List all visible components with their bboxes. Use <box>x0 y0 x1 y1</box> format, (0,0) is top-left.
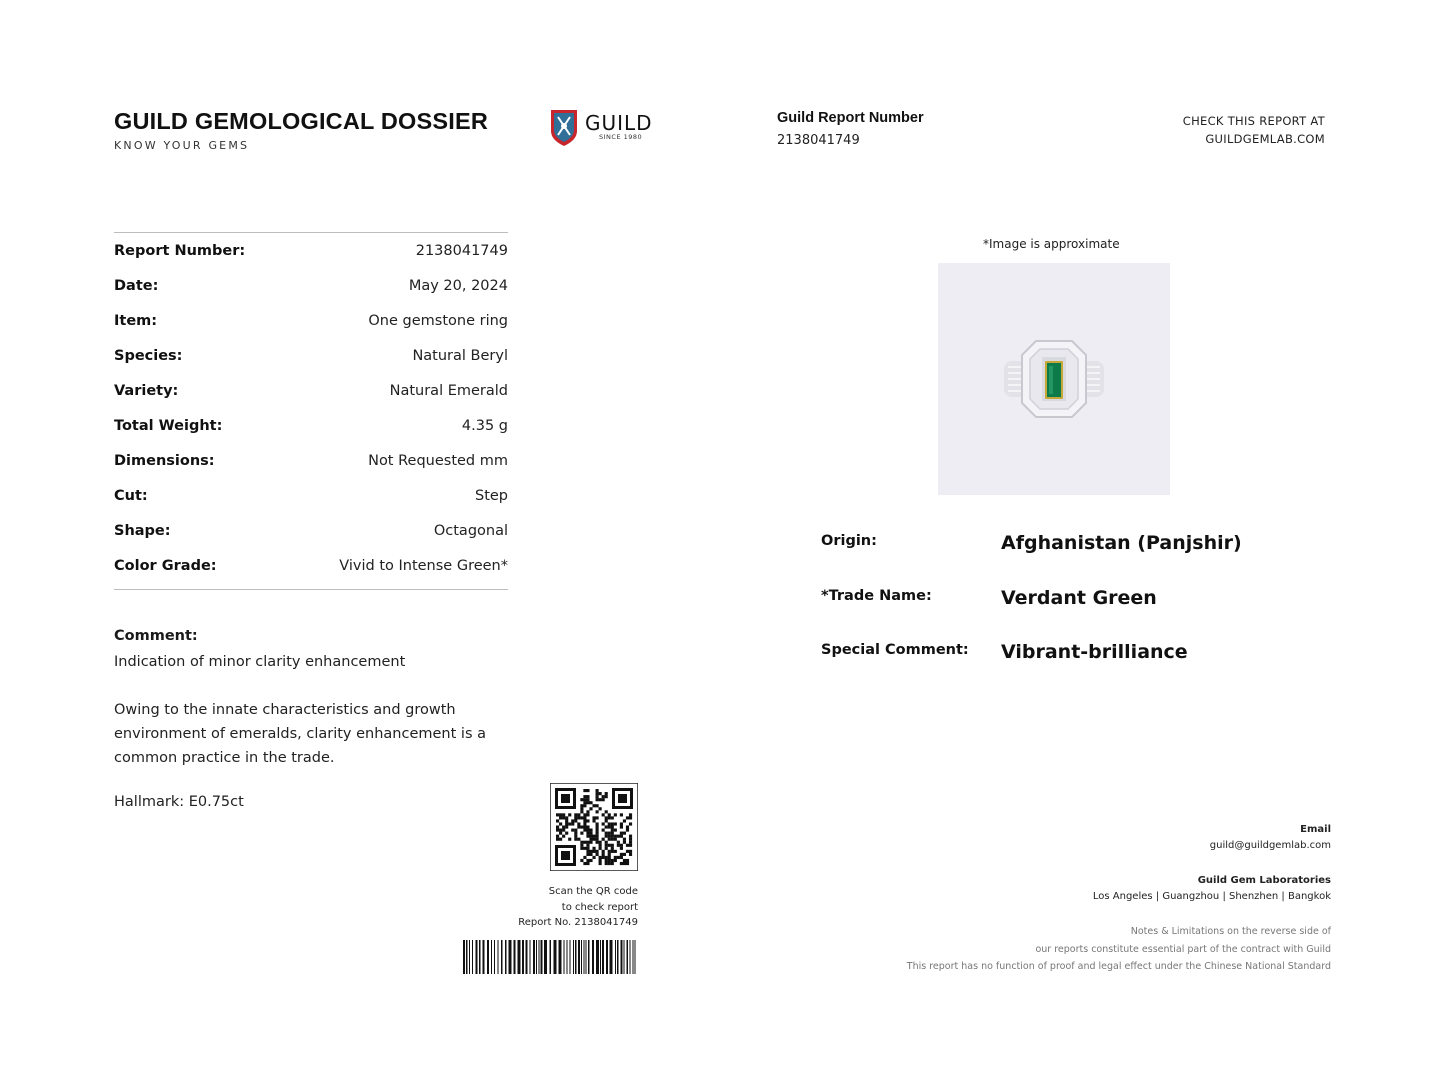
ring-icon <box>938 263 1170 495</box>
qr-caption-line: Report No. 2138041749 <box>518 917 638 928</box>
lab-name: Guild Gem Laboratories <box>1197 875 1331 886</box>
qr-caption-line: to check report <box>561 901 638 913</box>
image-note: *Image is approximate <box>983 237 1120 251</box>
detail-row <box>114 348 508 364</box>
detail-label: Total Weight: <box>114 418 223 434</box>
verify-line-1: CHECK THIS REPORT AT <box>1182 114 1325 128</box>
detail-value: Natural Beryl <box>412 348 508 364</box>
qr-caption-line: Scan the QR code <box>548 886 638 897</box>
detail-label: Date: <box>114 278 159 294</box>
detail-row <box>114 383 508 399</box>
detail-label: Species: <box>114 348 183 364</box>
logo-name: GUILD <box>585 111 653 135</box>
detail-value: 2138041749 <box>415 243 508 259</box>
divider <box>114 232 508 233</box>
verify-notice <box>1183 112 1325 148</box>
logo-since: SINCE 1980 <box>599 133 643 141</box>
shield-icon <box>549 107 579 147</box>
detail-label: Shape: <box>114 523 171 539</box>
barcode <box>463 940 639 974</box>
trade-name-value: Verdant Green <box>1001 587 1157 609</box>
legal-notes <box>907 923 1331 976</box>
document-subtitle: KNOW YOUR GEMS <box>114 139 250 152</box>
detail-label: Cut: <box>114 488 148 504</box>
report-number-value: 2138041749 <box>777 133 860 148</box>
comment-paragraph: Owing to the innate characteristics and growth environment of emeralds, clarity enhancement is a common practice in the trade. <box>114 702 486 766</box>
ring-photo <box>938 263 1170 495</box>
document-title: GUILD GEMOLOGICAL DOSSIER <box>114 108 489 134</box>
detail-row <box>114 523 508 539</box>
qr-code[interactable] <box>550 783 638 871</box>
detail-label: Dimensions: <box>114 453 215 469</box>
detail-row <box>114 453 508 469</box>
lab-block <box>1093 873 1331 905</box>
legal-note-line: This report has no function of proof and legal effect under the Chinese National Standard <box>906 961 1331 972</box>
detail-row <box>114 418 508 434</box>
email-label: Email <box>1300 824 1331 835</box>
qr-caption <box>518 884 638 931</box>
guild-logo <box>549 107 653 147</box>
legal-note-line: our reports constitute essential part of the contract with Guild <box>1035 943 1331 955</box>
detail-value: 4.35 g <box>461 418 508 434</box>
detail-value: Natural Emerald <box>389 383 508 399</box>
divider <box>114 589 508 590</box>
detail-value: Not Requested mm <box>368 453 508 469</box>
lab-locations: Los Angeles | Guangzhou | Shenzhen | Bangkok <box>1092 891 1331 902</box>
email-link[interactable]: guild@guildgemlab.com <box>1209 840 1331 851</box>
report-number-label: Guild Report Number <box>777 110 924 126</box>
detail-row <box>114 243 508 259</box>
email-block <box>1210 822 1331 854</box>
detail-row <box>114 488 508 504</box>
special-comment-value: Vibrant-brilliance <box>1001 641 1188 663</box>
detail-label: Item: <box>114 313 158 329</box>
hallmark: Hallmark: E0.75ct <box>114 794 244 810</box>
detail-value: Octagonal <box>433 523 508 539</box>
detail-row <box>114 278 508 294</box>
detail-label: Variety: <box>114 383 179 399</box>
legal-note-line: Notes & Limitations on the reverse side of <box>1130 926 1331 937</box>
origin-value: Afghanistan (Panjshir) <box>1001 532 1242 554</box>
detail-value: May 20, 2024 <box>408 278 508 294</box>
comment-text: Indication of minor clarity enhancement <box>114 654 406 670</box>
detail-row <box>114 313 508 329</box>
detail-value: Vivid to Intense Green* <box>339 558 508 574</box>
detail-value: Step <box>474 488 508 504</box>
verify-link[interactable]: GUILDGEMLAB.COM <box>1205 132 1325 146</box>
detail-value: One gemstone ring <box>368 313 508 329</box>
special-comment-label: Special Comment: <box>821 642 969 658</box>
comment-heading: Comment: <box>114 628 198 644</box>
detail-row <box>114 558 508 574</box>
trade-name-label: *Trade Name: <box>821 588 932 604</box>
detail-label: Report Number: <box>114 243 246 259</box>
detail-label: Color Grade: <box>114 558 217 574</box>
origin-label: Origin: <box>821 533 877 549</box>
